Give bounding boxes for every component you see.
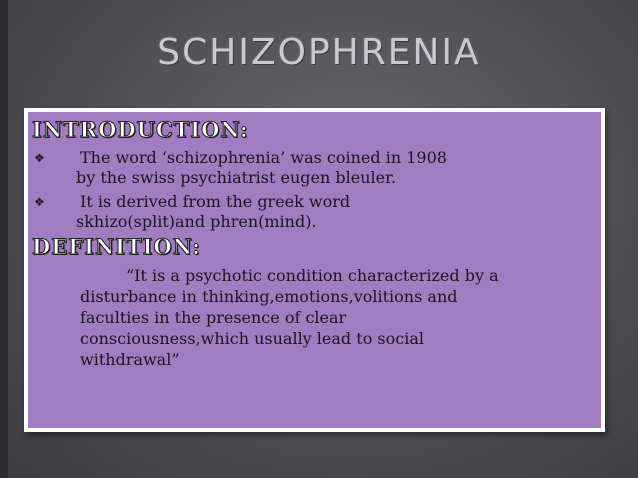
bullet-line: The word ‘schizophrenia’ was coined in 1908 [80, 148, 447, 167]
bullet-continuation [32, 168, 601, 188]
bullet-item [32, 148, 601, 168]
bullet-line: skhizo(split)and phren(mind). [76, 212, 317, 231]
diamond-bullet-icon: ❖ [34, 195, 45, 209]
bullet-item [32, 192, 601, 212]
definition-line: faculties in the presence of clear [80, 308, 347, 327]
diamond-bullet-icon: ❖ [34, 151, 45, 165]
definition-line-text: “It is a psychotic condition characterized by a [126, 266, 499, 285]
bullet-line: It is derived from the greek word [80, 192, 351, 211]
definition-text [32, 265, 601, 370]
definition-heading: DEFINITION: [32, 234, 201, 259]
content-box [24, 108, 605, 432]
definition-line: withdrawal” [80, 350, 180, 369]
bullet-continuation [32, 212, 601, 232]
content-body [32, 116, 601, 428]
definition-line: disturbance in thinking,emotions,volitions and [80, 287, 458, 306]
definition-line: consciousness,which usually lead to social [80, 329, 424, 348]
bullet-line: by the swiss psychiatrist eugen bleuler. [76, 168, 397, 187]
definition-line [80, 265, 601, 286]
slide-title: SCHIZOPHRENIA [157, 32, 481, 73]
introduction-heading: INTRODUCTION: [32, 117, 249, 142]
